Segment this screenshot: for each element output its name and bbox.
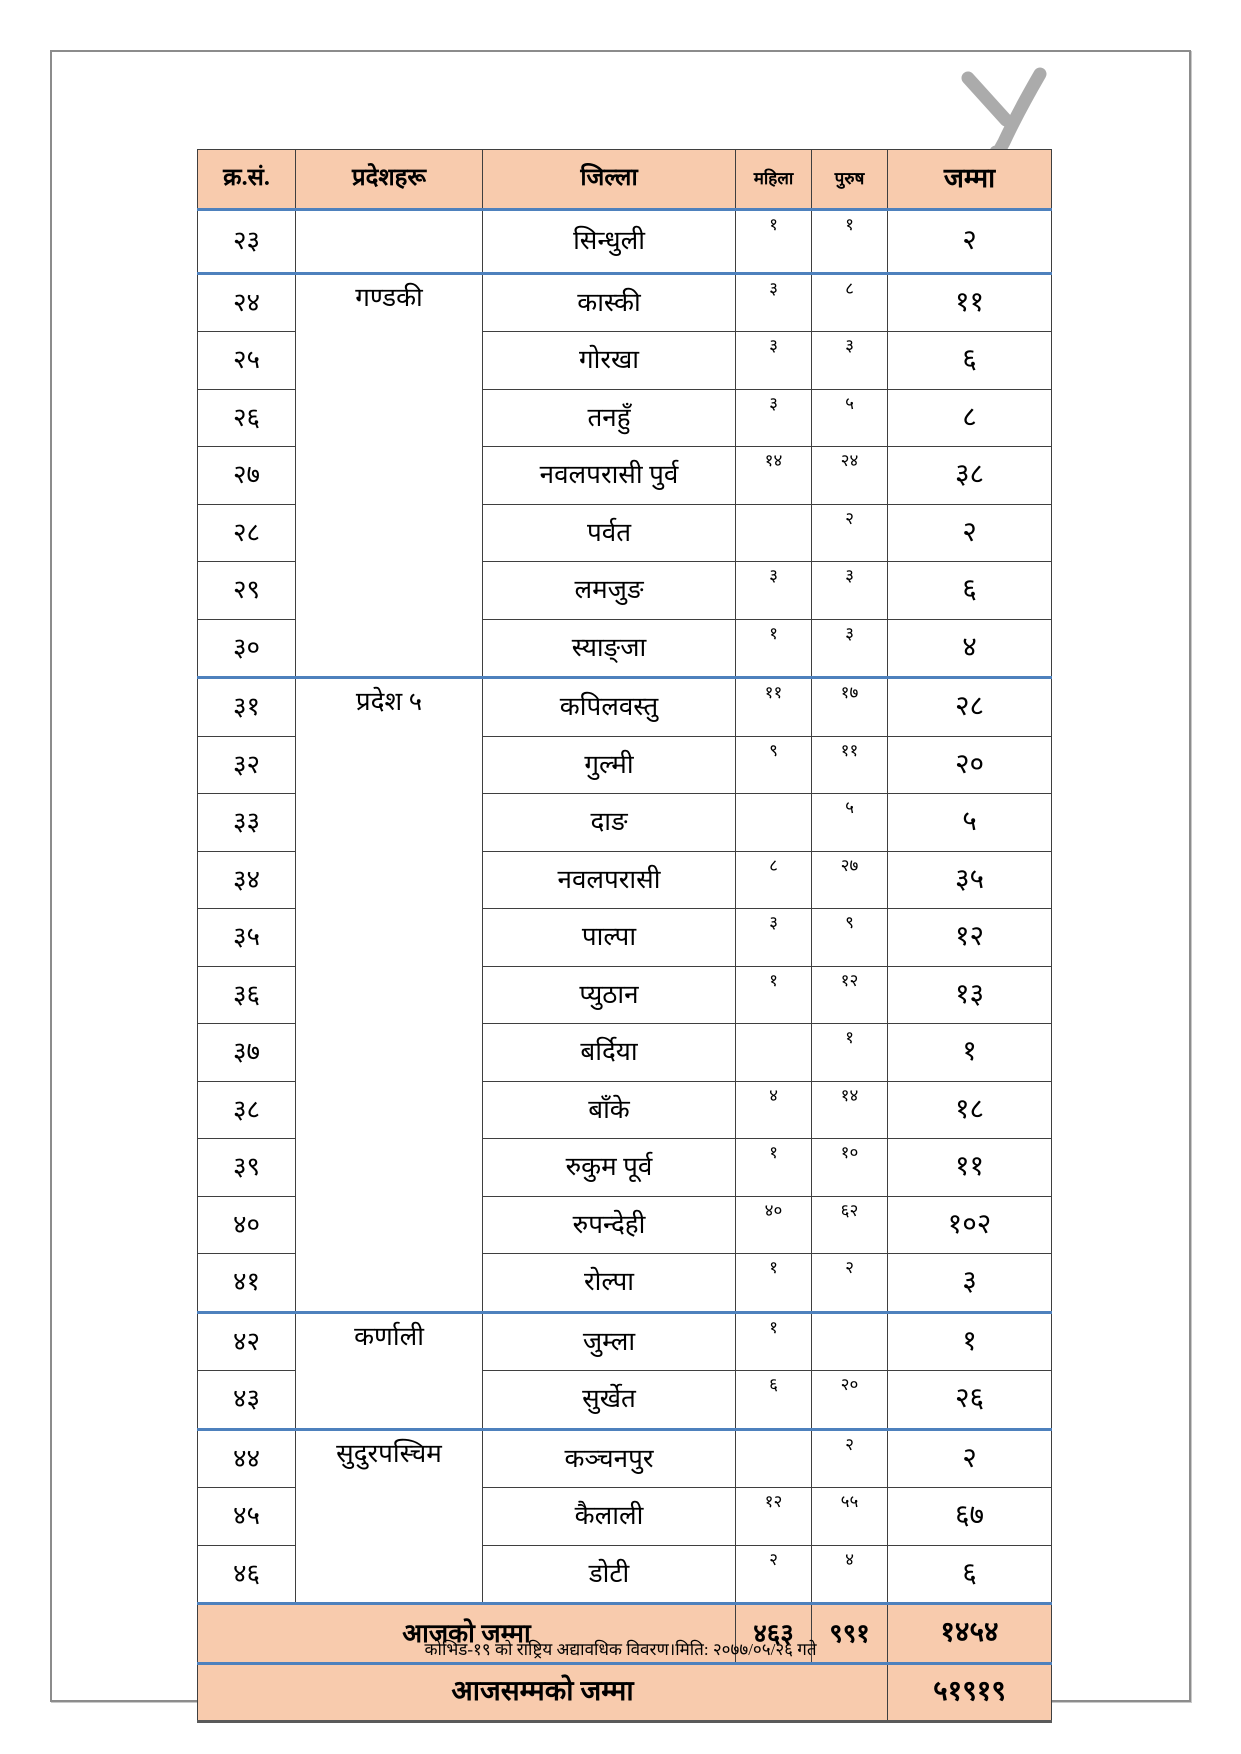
cell-province: [296, 210, 483, 274]
cell-male: ४: [812, 1545, 888, 1604]
cell-total: ३८: [888, 447, 1052, 505]
header-female: महिला: [736, 150, 812, 210]
cell-female: [736, 504, 812, 562]
cell-sn: ३२: [198, 736, 296, 794]
cell-total: १२: [888, 909, 1052, 967]
cell-female: १: [736, 619, 812, 678]
cell-total: २: [888, 1429, 1052, 1488]
footer-note: कोभिड-१९ को राष्ट्रिय अद्यावधिक विवरण।मिति: २०७७/०५/२६ गते: [424, 1640, 817, 1659]
cell-sn: ४५: [198, 1488, 296, 1546]
cell-female: ३: [736, 273, 812, 332]
table-row: [198, 210, 1052, 274]
cell-female: [736, 794, 812, 852]
cell-district: कपिलवस्तु: [483, 678, 736, 737]
cell-district: बर्दिया: [483, 1024, 736, 1082]
cell-sn: ३६: [198, 966, 296, 1024]
cell-sn: २५: [198, 332, 296, 390]
cell-female: ३: [736, 389, 812, 447]
cell-total: २८: [888, 678, 1052, 737]
cell-district: गुल्मी: [483, 736, 736, 794]
table-row: [198, 273, 1052, 332]
cell-sn: २८: [198, 504, 296, 562]
cell-total: ११: [888, 273, 1052, 332]
cell-district: डोटी: [483, 1545, 736, 1604]
cell-sn: २३: [198, 210, 296, 274]
cell-female: ८: [736, 851, 812, 909]
cell-female: ३: [736, 332, 812, 390]
cell-sn: २९: [198, 562, 296, 620]
cell-total: १: [888, 1312, 1052, 1371]
cell-district: नवलपरासी पुर्व: [483, 447, 736, 505]
cell-female: ११: [736, 678, 812, 737]
cell-male: [812, 1312, 888, 1371]
cell-male: २०: [812, 1371, 888, 1430]
header-total: जम्मा: [888, 150, 1052, 210]
cell-female: ३: [736, 562, 812, 620]
cell-district: लमजुङ: [483, 562, 736, 620]
table-row: [198, 678, 1052, 737]
cell-female: [736, 1429, 812, 1488]
cell-male: १४: [812, 1081, 888, 1139]
cell-female: १: [736, 1139, 812, 1197]
cell-total: ३५: [888, 851, 1052, 909]
header-district: जिल्ला: [483, 150, 736, 210]
cell-district: रोल्पा: [483, 1254, 736, 1313]
header-row: [198, 150, 1052, 210]
cell-district: नवलपरासी: [483, 851, 736, 909]
cell-district: कास्की: [483, 273, 736, 332]
today-total-female: ४६३: [736, 1604, 812, 1664]
cell-sn: ४२: [198, 1312, 296, 1371]
cell-district: गोरखा: [483, 332, 736, 390]
cell-province: सुदुरपस्चिम: [296, 1429, 483, 1604]
cell-male: २७: [812, 851, 888, 909]
cell-female: २: [736, 1545, 812, 1604]
cell-total: १०२: [888, 1196, 1052, 1254]
cell-female: १: [736, 1254, 812, 1313]
cell-male: ११: [812, 736, 888, 794]
cell-male: १: [812, 210, 888, 274]
cell-district: स्याङ्जा: [483, 619, 736, 678]
cell-district: बाँके: [483, 1081, 736, 1139]
header-male: पुरुष: [812, 150, 888, 210]
cell-district: कैलाली: [483, 1488, 736, 1546]
cell-district: रुकुम पूर्व: [483, 1139, 736, 1197]
cell-sn: ४३: [198, 1371, 296, 1430]
cell-district: सिन्धुली: [483, 210, 736, 274]
cell-sn: ३१: [198, 678, 296, 737]
table-row: [198, 1429, 1052, 1488]
cell-sn: ३४: [198, 851, 296, 909]
cell-district: दाङ: [483, 794, 736, 852]
covid-district-table: [197, 149, 1052, 1723]
cell-sn: ३५: [198, 909, 296, 967]
cell-total: ११: [888, 1139, 1052, 1197]
cell-sn: २४: [198, 273, 296, 332]
table-body: [198, 210, 1052, 1604]
cell-male: २: [812, 1429, 888, 1488]
cell-male: ३: [812, 619, 888, 678]
cell-total: २०: [888, 736, 1052, 794]
cell-female: ३: [736, 909, 812, 967]
cell-male: २४: [812, 447, 888, 505]
cell-province: गण्डकी: [296, 273, 483, 678]
cell-total: २६: [888, 1371, 1052, 1430]
cell-district: पर्वत: [483, 504, 736, 562]
cell-sn: ३३: [198, 794, 296, 852]
cell-female: ६: [736, 1371, 812, 1430]
cell-district: प्युठान: [483, 966, 736, 1024]
cell-district: जुम्ला: [483, 1312, 736, 1371]
cell-male: २: [812, 504, 888, 562]
cell-female: १: [736, 210, 812, 274]
cell-sn: ३०: [198, 619, 296, 678]
cell-district: तनहुँ: [483, 389, 736, 447]
cell-total: २: [888, 504, 1052, 562]
cell-district: रुपन्देही: [483, 1196, 736, 1254]
cell-female: ४०: [736, 1196, 812, 1254]
today-total-label: आजको जम्मा: [198, 1604, 736, 1664]
cell-total: २: [888, 210, 1052, 274]
cell-sn: ४४: [198, 1429, 296, 1488]
cell-total: १: [888, 1024, 1052, 1082]
cell-female: १२: [736, 1488, 812, 1546]
cell-male: ५: [812, 389, 888, 447]
cell-male: १२: [812, 966, 888, 1024]
cell-sn: ४६: [198, 1545, 296, 1604]
cell-sn: २७: [198, 447, 296, 505]
cell-sn: ३७: [198, 1024, 296, 1082]
grand-total-label: आजसम्मको जम्मा: [198, 1664, 888, 1722]
cell-female: [736, 1024, 812, 1082]
cell-total: ६७: [888, 1488, 1052, 1546]
cell-total: ८: [888, 389, 1052, 447]
cell-male: २: [812, 1254, 888, 1313]
grand-total-sum: ५१९१९: [888, 1664, 1052, 1722]
cell-sn: २६: [198, 389, 296, 447]
today-total-sum: १४५४: [888, 1604, 1052, 1664]
cell-male: १७: [812, 678, 888, 737]
cell-female: १: [736, 1312, 812, 1371]
cell-sn: ४०: [198, 1196, 296, 1254]
header-sn: क्र.सं.: [198, 150, 296, 210]
cell-male: ९: [812, 909, 888, 967]
table-row: [198, 1312, 1052, 1371]
cell-male: ८: [812, 273, 888, 332]
cell-district: सुर्खेत: [483, 1371, 736, 1430]
cell-total: ६: [888, 562, 1052, 620]
cell-total: ५: [888, 794, 1052, 852]
cell-sn: ३८: [198, 1081, 296, 1139]
cell-total: १८: [888, 1081, 1052, 1139]
cell-male: १: [812, 1024, 888, 1082]
cell-female: ४: [736, 1081, 812, 1139]
cell-total: ३: [888, 1254, 1052, 1313]
cell-province: कर्णाली: [296, 1312, 483, 1429]
cell-male: १०: [812, 1139, 888, 1197]
cell-female: ९: [736, 736, 812, 794]
cell-total: ६: [888, 1545, 1052, 1604]
cell-male: ५: [812, 794, 888, 852]
cell-total: ६: [888, 332, 1052, 390]
cell-sn: ३९: [198, 1139, 296, 1197]
cell-total: १३: [888, 966, 1052, 1024]
cell-sn: ४१: [198, 1254, 296, 1313]
cell-female: १: [736, 966, 812, 1024]
cell-male: ५५: [812, 1488, 888, 1546]
cell-male: ६२: [812, 1196, 888, 1254]
cell-district: पाल्पा: [483, 909, 736, 967]
cell-total: ४: [888, 619, 1052, 678]
cell-female: १४: [736, 447, 812, 505]
cell-male: ३: [812, 332, 888, 390]
header-province: प्रदेशहरू: [296, 150, 483, 210]
grand-total-row: [198, 1664, 1052, 1722]
cell-district: कञ्चनपुर: [483, 1429, 736, 1488]
today-total-male: ९९१: [812, 1604, 888, 1664]
cell-male: ३: [812, 562, 888, 620]
cell-province: प्रदेश ५: [296, 678, 483, 1313]
